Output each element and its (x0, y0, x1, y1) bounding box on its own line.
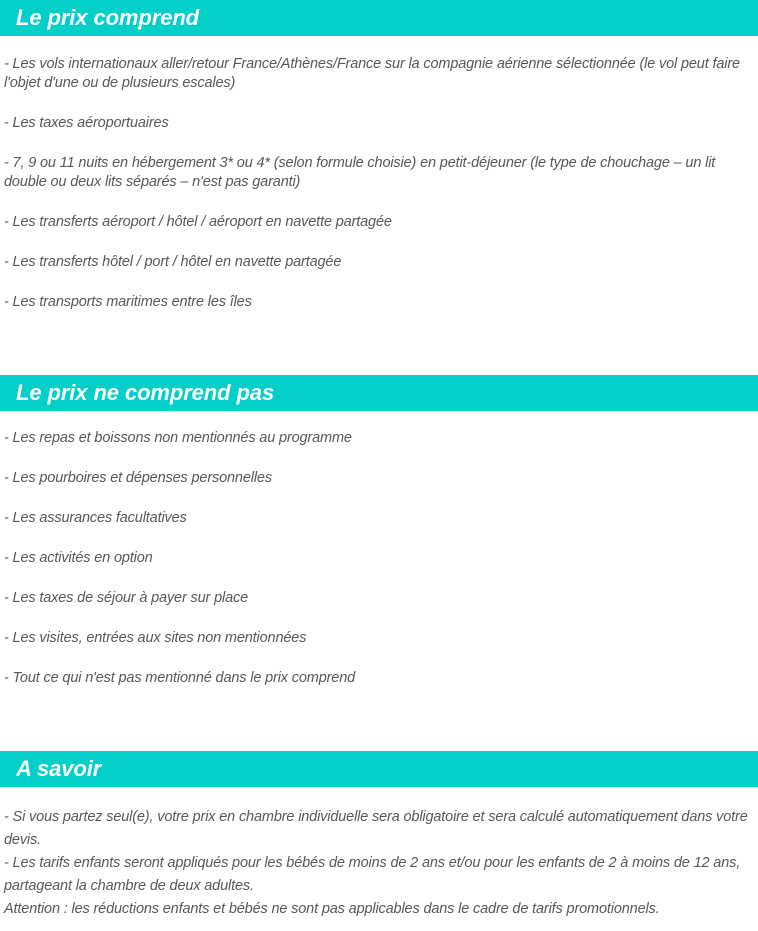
list-item: - Les vols internationaux aller/retour France/Athènes/France sur la compagnie aérienne sélectionnée (le vol peut faire l'objet d'une ou de plusieurs escales) (4, 56, 740, 91)
section-body-le-prix-ne-comprend-pas (0, 411, 758, 688)
note-line: - Si vous partez seul(e), votre prix en chambre individuelle sera obligatoire et sera calculé automatiquement dans votre devis. (4, 809, 748, 848)
list-item: - Les taxes de séjour à payer sur place (4, 590, 249, 606)
section-header-le-prix-ne-comprend-pas: Le prix ne comprend pas (0, 375, 758, 411)
spacer (2, 93, 756, 114)
list-item: - Les visites, entrées aux sites non mentionnées (4, 630, 307, 646)
list-item: - 7, 9 ou 11 nuits en hébergement 3* ou 4* (selon formule choisie) en petit-déjeuner (le type de chouchage – un lit double ou deux lits séparés – n'est pas garanti) (4, 155, 716, 190)
spacer (2, 787, 756, 806)
list-item: - Les transports maritimes entre les îles (4, 294, 252, 310)
list-item: - Les taxes aéroportuaires (4, 115, 169, 131)
section-body-le-prix-comprend (0, 36, 758, 312)
section-gap (0, 312, 758, 352)
spacer (2, 608, 756, 629)
spacer (2, 232, 756, 253)
spacer (2, 648, 756, 669)
list-item: - Les repas et boissons non mentionnés au programme (4, 430, 352, 446)
section-gap (0, 728, 758, 751)
spacer (2, 488, 756, 509)
list-item: - Les pourboires et dépenses personnelles (4, 470, 272, 486)
spacer (2, 36, 756, 55)
section-body-a-savoir (0, 787, 758, 921)
list-item: - Tout ce qui n'est pas mentionné dans le prix comprend (4, 670, 356, 686)
spacer (2, 528, 756, 549)
list-item: - Les activités en option (4, 550, 153, 566)
spacer (2, 448, 756, 469)
list-item: - Les transferts hôtel / port / hôtel en navette partagée (4, 254, 342, 270)
spacer (2, 133, 756, 154)
spacer (2, 568, 756, 589)
spacer (2, 192, 756, 213)
section-header-le-prix-comprend: Le prix comprend (0, 0, 758, 36)
section-le-prix-ne-comprend-pas (0, 375, 758, 688)
note-line: Attention : les réductions enfants et bébés ne sont pas applicables dans le cadre de tarifs promotionnels. (4, 901, 660, 917)
section-header-a-savoir: A savoir (0, 751, 758, 787)
section-gap (0, 688, 758, 728)
spacer (2, 411, 756, 429)
section-a-savoir (0, 751, 758, 921)
note-line: - Les tarifs enfants seront appliqués pour les bébés de moins de 2 ans et/ou pour les enfants de 2 à moins de 12 ans, partageant la chambre de deux adultes. (4, 855, 741, 894)
section-gap (0, 352, 758, 375)
list-item: - Les assurances facultatives (4, 510, 187, 526)
section-le-prix-comprend (0, 0, 758, 312)
spacer (2, 272, 756, 293)
list-item: - Les transferts aéroport / hôtel / aéroport en navette partagée (4, 214, 392, 230)
